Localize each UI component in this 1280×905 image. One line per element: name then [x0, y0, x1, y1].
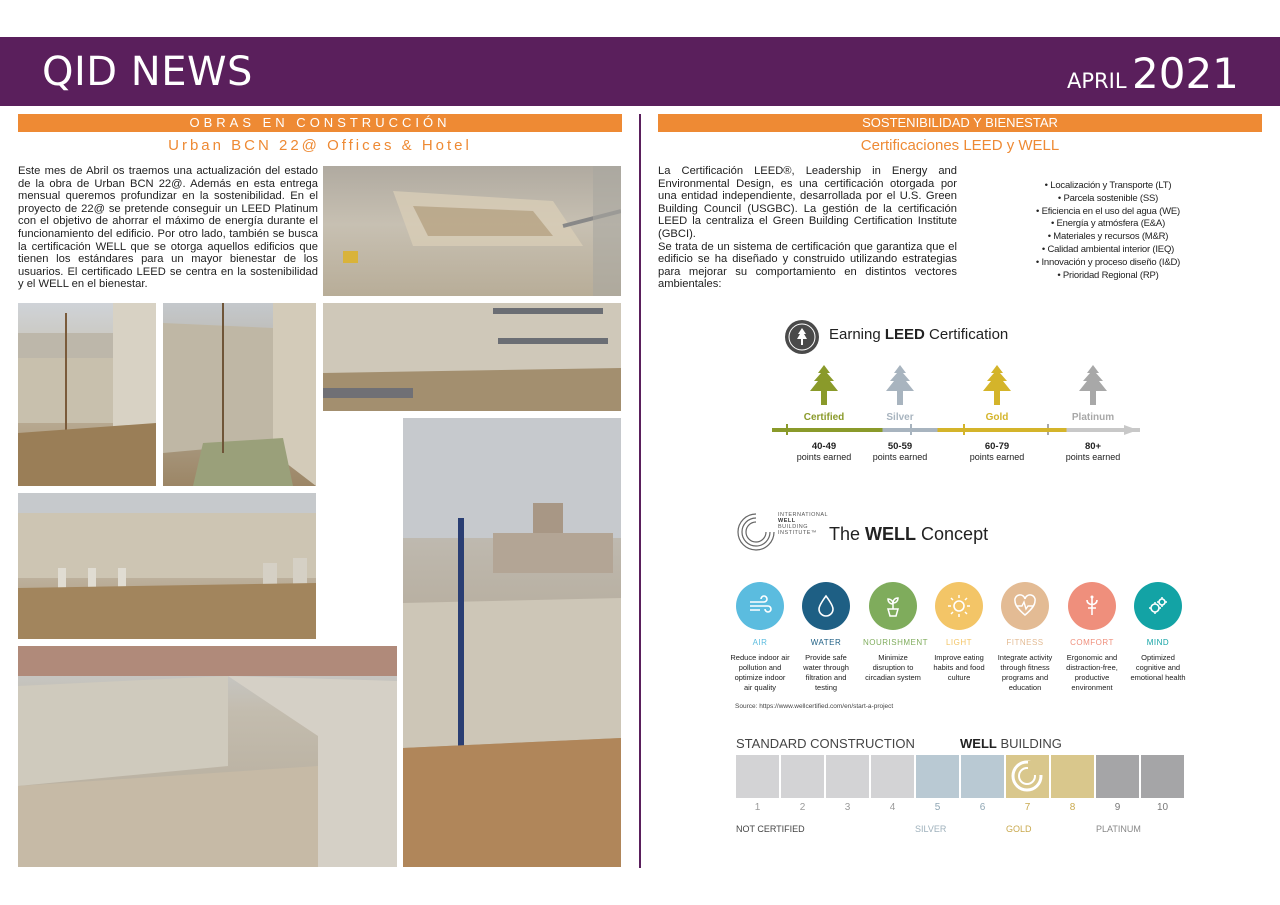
- leed-category-list: [1023, 180, 1193, 282]
- category-item: • Calidad ambiental interior (IEQ): [1041, 243, 1175, 255]
- issue-month: APRIL: [1067, 69, 1127, 93]
- leed-points: [860, 441, 940, 462]
- leed-scale-bar: [772, 428, 1140, 432]
- column-divider: [639, 114, 641, 868]
- comfort-icon: [1080, 594, 1104, 618]
- category-item: • Energía y atmósfera (E&A): [1050, 218, 1166, 230]
- scale-square: [871, 755, 914, 798]
- category-item: • Prioridad Regional (RP): [1057, 269, 1159, 281]
- scale-square: [961, 755, 1004, 798]
- well-building-bold: WELL: [960, 736, 997, 751]
- section-band-left: OBRAS EN CONSTRUCCIÓN: [18, 114, 622, 132]
- scale-number: 10: [1156, 802, 1169, 813]
- leed-paragraph-1: La Certificación LEED®, Leadership in Energy and Environmental Design, es una certificación otorgada por una entidad independiente, desarrollada por el U.S. Green Building Council (USGBC). La gestión de la certificación LEED la centraliza el Green Building Certification Institute (GBCI).: [658, 165, 957, 240]
- iwbi-line: INTERNATIONAL: [778, 512, 829, 518]
- category-item: • Localización y Transporte (LT): [1044, 180, 1172, 191]
- leed-level-name: Certified: [803, 412, 845, 423]
- concept-circle: [736, 582, 784, 630]
- tier-silver: SILVER: [915, 824, 947, 834]
- concept-name: AIR: [752, 638, 768, 647]
- project-subtitle: Urban BCN 22@ Offices & Hotel: [168, 137, 472, 154]
- scale-square: [1051, 755, 1094, 798]
- scale-number: 6: [979, 802, 986, 813]
- scale-arrow-icon: [1124, 423, 1138, 437]
- well-concept-light: [929, 582, 989, 683]
- newsletter-header: [0, 37, 1280, 106]
- scale-number: 7: [1024, 802, 1031, 813]
- leed-points: [1053, 441, 1133, 462]
- concept-name: MIND: [1146, 638, 1170, 647]
- leed-points-earned: points earned: [872, 452, 928, 462]
- iwbi-line: INSTITUTE™: [778, 530, 817, 536]
- scale-square: [1141, 755, 1184, 798]
- intro-paragraph: Este mes de Abril os traemos una actualización del estado de la obra de Urban BCN 22@. Además en esta entrega mensual queremos profundizar en la sostenibilidad. En el proyecto de 22@ se pretende conseguir un LEED Platinum con el objetivo de ahorrar el máximo de energía durante el funcionamiento del edificio. Por otro lado, también se busca la certificación WELL que se otorga aquellos edificios que tienen los estándares para un mayor bienestar de los usuarios. El certificado LEED se centra en la sostenibilidad y el WELL en el bienestar.: [18, 165, 318, 291]
- concept-description: Integrate activity through fitness programs and education: [997, 653, 1053, 692]
- concept-name: LIGHT: [945, 638, 973, 647]
- category-item: • Parcela sostenible (SS): [1057, 192, 1159, 204]
- well-building-rest: BUILDING: [996, 736, 1062, 751]
- scale-square: [916, 755, 959, 798]
- leed-level-name: Gold: [985, 412, 1009, 423]
- scale-square: [1096, 755, 1139, 798]
- leed-points-earned: points earned: [969, 452, 1025, 462]
- scale-square: [1006, 755, 1049, 798]
- scale-number: 9: [1114, 802, 1121, 813]
- concept-circle: [1134, 582, 1182, 630]
- leed-points-range: 50-59: [887, 441, 913, 452]
- construction-photo-trench: [163, 303, 316, 486]
- construction-photo-drilling-rig: [403, 418, 621, 867]
- concept-circle: [935, 582, 983, 630]
- scale-number: 8: [1069, 802, 1076, 813]
- concept-circle: [1001, 582, 1049, 630]
- tier-not-certified: NOT CERTIFIED: [736, 824, 805, 834]
- scale-square: [781, 755, 824, 798]
- concept-circle: [802, 582, 850, 630]
- well-concept-water: [796, 582, 856, 693]
- issue-year: 2021: [1132, 49, 1239, 98]
- iwbi-line: BUILDING: [778, 524, 808, 530]
- leed-points-earned: points earned: [796, 452, 852, 462]
- usgbc-seal-icon: [784, 319, 820, 355]
- leed-points-range: 40-49: [811, 441, 837, 452]
- section-band-right: SOSTENIBILIDAD Y BIENESTAR: [658, 114, 1262, 132]
- leed-points-earned: points earned: [1065, 452, 1121, 462]
- source-note: Source: https://www.wellcertified.com/en/start-a-project: [735, 703, 894, 710]
- concept-name: NOURISHMENT: [863, 638, 929, 647]
- well-concept-title: [829, 524, 988, 545]
- tier-gold: GOLD: [1006, 824, 1032, 834]
- category-item: • Innovación y proceso diseño (I&D): [1035, 256, 1181, 268]
- leed-leaf-icon: [876, 363, 924, 407]
- concept-circle: [1068, 582, 1116, 630]
- well-concept-air: [730, 582, 790, 693]
- concept-name: WATER: [810, 638, 842, 647]
- leed-level-name: Silver: [886, 412, 914, 423]
- water-drop-icon: [814, 594, 838, 618]
- leed-certification-title: [829, 326, 1008, 343]
- leed-points-range: 80+: [1084, 441, 1102, 452]
- concept-description: Improve eating habits and food culture: [933, 653, 985, 682]
- leed-title-suffix: Certification: [924, 326, 1009, 343]
- well-concept-mind: [1128, 582, 1188, 683]
- iwbi-line: WELL: [778, 518, 796, 524]
- leed-points: [957, 441, 1037, 462]
- leed-points-range: 60-79: [984, 441, 1010, 452]
- well-concept-comfort: [1062, 582, 1122, 693]
- scale-number: 4: [889, 802, 896, 813]
- scale-number: 5: [934, 802, 941, 813]
- well-title-suffix: Concept: [916, 524, 989, 544]
- leed-title-prefix: Earning: [829, 326, 885, 343]
- scale-number: 2: [799, 802, 806, 813]
- leed-leaf-icon: [1069, 363, 1117, 407]
- concept-description: Minimize disruption to circadian system: [865, 653, 921, 682]
- concept-name: COMFORT: [1070, 638, 1114, 647]
- category-item: • Eficiencia en el uso del agua (WE): [1036, 205, 1180, 217]
- well-building-label: [960, 736, 1062, 751]
- newsletter-title: QID NEWS: [42, 49, 253, 95]
- concept-description: Provide safe water through filtration and testing: [803, 653, 849, 692]
- gears-icon: [1146, 594, 1170, 618]
- concept-name: FITNESS: [1006, 638, 1044, 647]
- wind-icon: [748, 594, 772, 618]
- scale-number: 3: [844, 802, 851, 813]
- iwbi-logo-icon: [736, 512, 776, 552]
- leed-title-bold: LEED: [884, 326, 925, 343]
- category-item: • Materiales y recursos (M&R): [1047, 231, 1169, 243]
- construction-photo-wall-corner: [18, 303, 156, 486]
- certifications-subtitle: Certificaciones LEED y WELL: [860, 137, 1060, 154]
- leed-paragraph-2: Se trata de un sistema de certificación que garantiza que el edificio se ha diseñado y construido utilizando estrategias para mejorar su comportamiento en distintos vectores ambientales:: [658, 240, 957, 291]
- leed-description: [658, 165, 957, 291]
- construction-photo-aerial: [323, 166, 621, 296]
- concept-description: Reduce indoor air pollution and optimize indoor air quality: [730, 653, 790, 692]
- construction-photo-retaining-wall: [323, 303, 621, 411]
- leed-level-name: Platinum: [1071, 412, 1115, 423]
- construction-photo-site-overview: [18, 646, 397, 867]
- well-title-bold: WELL: [865, 524, 917, 544]
- leed-leaf-icon: [800, 363, 848, 407]
- scale-square: [736, 755, 779, 798]
- scale-number: 1: [754, 802, 761, 813]
- well-concept-fitness: [995, 582, 1055, 693]
- heartbeat-icon: [1013, 594, 1037, 618]
- concept-description: Optimized cognitive and emotional health: [1130, 653, 1186, 682]
- standard-construction-label: STANDARD CONSTRUCTION: [736, 736, 915, 751]
- scale-square: [826, 755, 869, 798]
- iwbi-logo-text: [778, 512, 828, 536]
- well-title-prefix: The: [829, 524, 866, 544]
- plant-icon: [881, 594, 905, 618]
- leed-points: [784, 441, 864, 462]
- well-emblem-icon: [1006, 755, 1049, 798]
- well-concept-nourishment: [863, 582, 929, 683]
- sun-icon: [947, 594, 971, 618]
- concept-circle: [869, 582, 917, 630]
- tier-platinum: PLATINUM: [1096, 824, 1141, 834]
- construction-photo-columns: [18, 493, 316, 639]
- leed-leaf-icon: [973, 363, 1021, 407]
- concept-description: Ergonomic and distraction-free, productive environment: [1066, 653, 1118, 692]
